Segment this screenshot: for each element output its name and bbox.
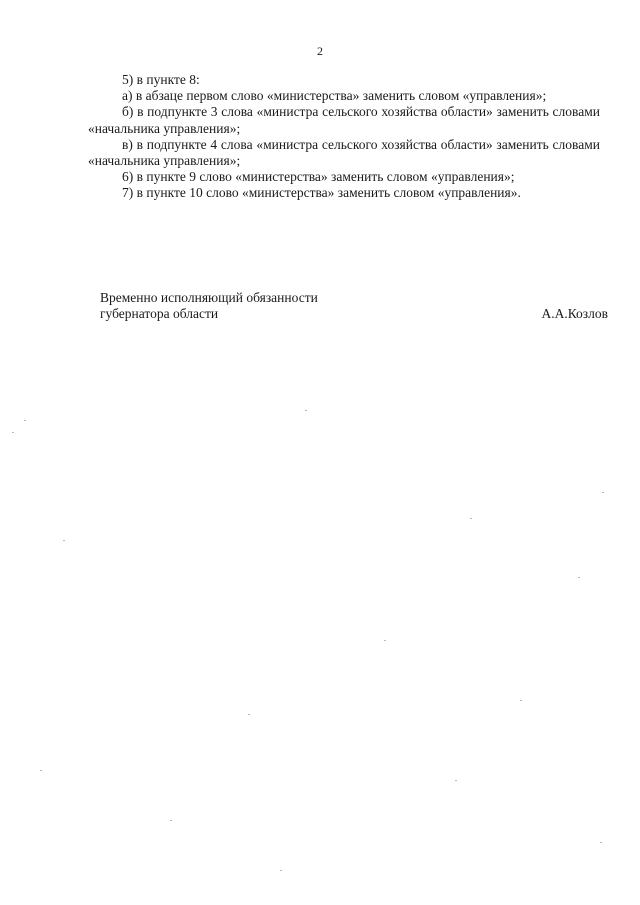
scan-speck (24, 420, 26, 421)
amendment-item: 7) в пункте 10 слово «министерства» заменить словом «управления». (122, 185, 521, 201)
scan-speck (248, 714, 250, 715)
amendments-text (88, 72, 600, 202)
scan-speck (578, 577, 580, 578)
scan-speck (470, 518, 472, 519)
scan-speck (63, 540, 65, 541)
scan-speck (455, 780, 457, 781)
scan-speck (170, 820, 172, 821)
scan-speck (520, 700, 522, 701)
signatory-title-line1: Временно исполняющий обязанности (100, 290, 318, 305)
scan-speck (40, 770, 42, 771)
scan-speck (384, 640, 386, 641)
scan-speck (280, 870, 282, 871)
scan-speck (12, 432, 14, 433)
amendment-item: а) в абзаце первом слово «министерства» заменить словом «управления»; (122, 88, 547, 104)
signatory-name: А.А.Козлов (541, 306, 608, 322)
scan-speck (305, 410, 307, 411)
page-number: 2 (317, 44, 323, 58)
amendment-item: 6) в пункте 9 слово «министерства» заменить словом «управления»; (122, 169, 515, 185)
scan-speck (602, 492, 604, 493)
signatory-title-line2: губернатора области (100, 306, 219, 322)
amendment-item: 5) в пункте 8: (122, 72, 200, 87)
signature-block (100, 290, 608, 323)
amendment-item: б) в подпункте 3 слова «министра сельского хозяйства области» заменить словами «начальника управления»; (88, 104, 600, 136)
scan-speck (600, 842, 602, 843)
amendment-item: в) в подпункте 4 слова «министра сельского хозяйства области» заменить словами «начальника управления»; (88, 136, 600, 169)
